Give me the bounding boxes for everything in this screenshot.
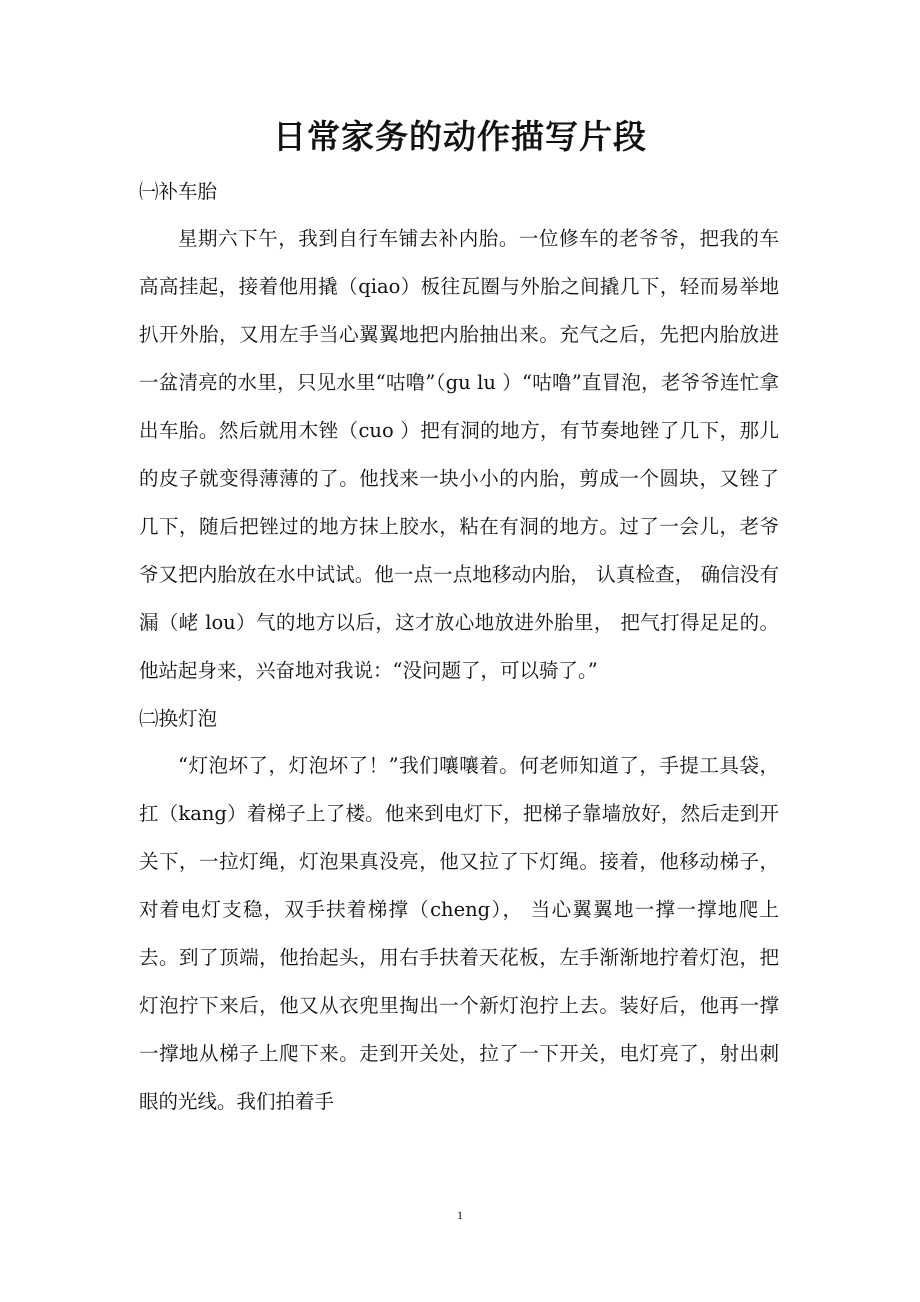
page-number: 1 (457, 1208, 463, 1222)
section-heading: ㈠补车胎 (139, 180, 218, 203)
section-paragraph: “灯泡坏了，灯泡坏了！”我们嚷嚷着。何老师知道了，手提工具袋，扛（kang）着梯子上了楼。他来到电灯下，把梯子靠墙放好，然后走到开关下，一拉灯绳，灯泡果真没亮，他又拉了下灯绳。接着，他移动梯子，对着电灯支稳，双手扶着梯撑（cheng）， 当心翼翼地一撑一撑地爬上去。到了顶端，他抬起头，用右手扶着天花板，左手渐渐地拧着灯泡，把灯泡拧下来后，他又从衣兜里掏出一个新灯泡拧上去。装好后，他再一撑一撑地从梯子上爬下来。走到开关处，拉了一下开关，电灯亮了，射出刺眼的光线。我们拍着手 (139, 754, 779, 1113)
section-paragraph: 星期六下午，我到自行车铺去补内胎。一位修车的老爷爷，把我的车高高挂起，接着他用撬（qiao）板往瓦圈与外胎之间撬几下，轻而易举地扒开外胎，又用左手当心翼翼地把内胎抽出来。充气之后，先把内胎放进一盆清亮的水里，只见水里“咕噜”（gu lu ）“咕噜”直冒泡，老爷爷连忙拿出车胎。然后就用木锉（cuo ）把有洞的地方，有节奏地锉了几下，那儿的皮子就变得薄薄的了。他找来一块小小的内胎，剪成一个圆块，又锉了几下，随后把锉过的地方抹上胶水，粘在有洞的地方。过了一会儿，老爷爷又把内胎放在水中试试。他一点一点地移动内胎， 认真检查， 确信没有漏（峔 lou）气的地方以后，这才放心地放进外胎里， 把气打得足足的。他站起身来，兴奋地对我说：“没问题了，可以骑了。” (139, 227, 779, 682)
section-heading: ㈡换灯泡 (139, 707, 218, 730)
document-body (139, 168, 779, 1126)
page-title: 日常家务的动作描写片段 (273, 117, 647, 156)
section-tire-repair (139, 168, 779, 695)
section-light-bulb (139, 695, 779, 1126)
